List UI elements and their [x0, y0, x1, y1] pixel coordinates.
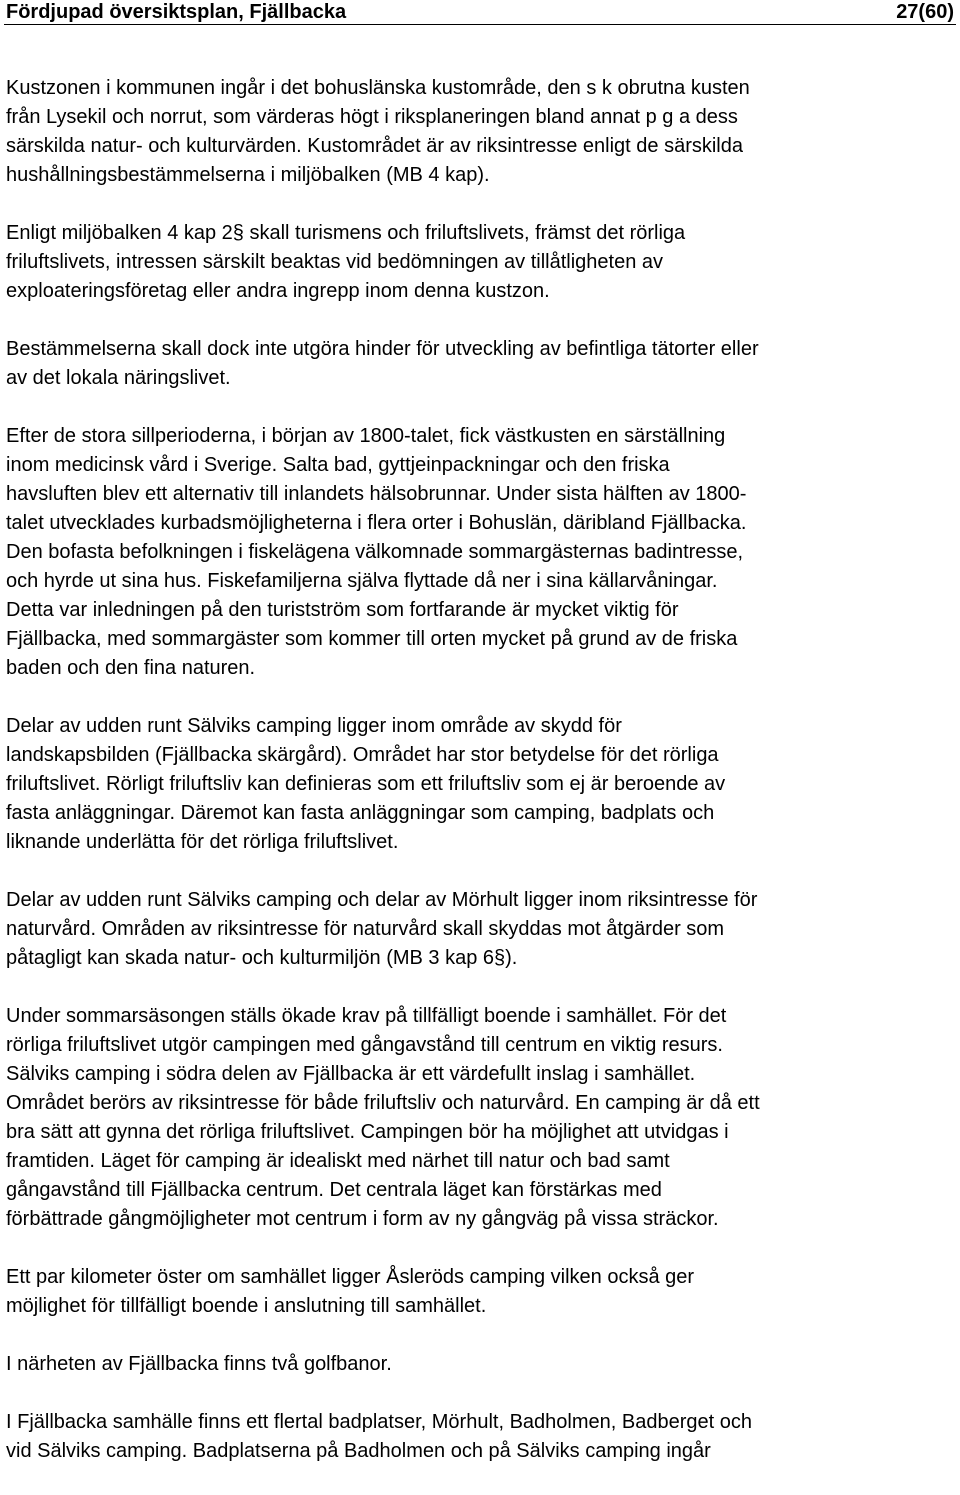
text-line: friluftslivet. Rörligt friluftsliv kan definieras som ett friluftsliv som ej är beroende av: [6, 773, 726, 795]
paragraph-environmental-code: [6, 219, 958, 306]
text-line: havsluften blev ett alternativ till inlandets hälsobrunnar. Under sista hälften av 1800-: [6, 483, 747, 505]
paragraph-coastal-zone: [6, 74, 958, 190]
text-line: möjlighet för tillfälligt boende i anslutning till samhället.: [6, 1295, 487, 1317]
paragraph-landscape-protection: [6, 712, 958, 857]
text-line: talet utvecklades kurbadsmöjligheterna i flera orter i Bohuslän, däribland Fjällbacka.: [6, 512, 747, 534]
paragraph-aslerod-camping: [6, 1263, 958, 1321]
text-line: Efter de stora sillperioderna, i början av 1800-talet, fick västkusten en särställning: [6, 425, 726, 447]
text-line: fasta anläggningar. Däremot kan fasta anläggningar som camping, badplats och: [6, 802, 715, 824]
paragraph-beaches: [6, 1408, 958, 1466]
text-line: exploateringsföretag eller andra ingrepp inom denna kustzon.: [6, 280, 550, 302]
text-line: baden och den fina naturen.: [6, 657, 256, 679]
document-body: [6, 74, 958, 1495]
text-line: Delar av udden runt Sälviks camping och delar av Mörhult ligger inom riksintresse för: [6, 889, 758, 911]
text-line: friluftslivets, intressen särskilt beaktas vid bedömningen av tillåtligheten av: [6, 251, 663, 273]
text-line: bra sätt att gynna det rörliga friluftslivet. Campingen bör ha möjlighet att utvidgas i: [6, 1121, 729, 1143]
text-line: vid Sälviks camping. Badplatserna på Badholmen och på Sälviks camping ingår: [6, 1440, 711, 1462]
text-line: Fjällbacka, med sommargäster som kommer till orten mycket på grund av de friska: [6, 628, 738, 650]
page-number: 27(60): [896, 1, 954, 23]
text-line: landskapsbilden (Fjällbacka skärgård). Området har stor betydelse för det rörliga: [6, 744, 719, 766]
text-line: I Fjällbacka samhälle finns ett flertal badplatser, Mörhult, Badholmen, Badberget och: [6, 1411, 752, 1433]
page-header: [4, 0, 956, 25]
text-line: inom medicinsk vård i Sverige. Salta bad, gyttjeinpackningar och den friska: [6, 454, 670, 476]
text-line: rörliga friluftslivet utgör campingen med gångavstånd till centrum en viktig resurs.: [6, 1034, 723, 1056]
text-line: naturvård. Områden av riksintresse för naturvård skall skyddas mot åtgärder som: [6, 918, 725, 940]
paragraph-summer-season: [6, 1002, 958, 1234]
text-line: gångavstånd till Fjällbacka centrum. Det centrala läget kan förstärkas med: [6, 1179, 662, 1201]
text-line: hushållningsbestämmelserna i miljöbalken (MB 4 kap).: [6, 164, 490, 186]
text-line: och hyrde ut sina hus. Fiskefamiljerna själva flyttade då ner i sina källarvåningar.: [6, 570, 718, 592]
text-line: Delar av udden runt Sälviks camping ligger inom område av skydd för: [6, 715, 622, 737]
text-line: Enligt miljöbalken 4 kap 2§ skall turismens och friluftslivets, främst det rörliga: [6, 222, 686, 244]
text-line: Bestämmelserna skall dock inte utgöra hinder för utveckling av befintliga tätorter eller: [6, 338, 759, 360]
text-line: Området berörs av riksintresse för både friluftsliv och naturvård. En camping är då ett: [6, 1092, 760, 1114]
text-line: I närheten av Fjällbacka finns två golfbanor.: [6, 1353, 392, 1375]
paragraph-nature-conservation: [6, 886, 958, 973]
text-line: liknande underlätta för det rörliga friluftslivet.: [6, 831, 399, 853]
text-line: Ett par kilometer öster om samhället ligger Åsleröds camping vilken också ger: [6, 1266, 695, 1288]
text-line: Den bofasta befolkningen i fiskelägena välkomnade sommargästernas badintresse,: [6, 541, 744, 563]
text-line: särskilda natur- och kulturvärden. Kustområdet är av riksintresse enligt de särskilda: [6, 135, 743, 157]
text-line: av det lokala näringslivet.: [6, 367, 231, 389]
paragraph-history: [6, 422, 958, 683]
text-line: Sälviks camping i södra delen av Fjällbacka är ett värdefullt inslag i samhället.: [6, 1063, 696, 1085]
text-line: påtagligt kan skada natur- och kulturmiljön (MB 3 kap 6§).: [6, 947, 518, 969]
text-line: från Lysekil och norrut, som värderas högt i riksplaneringen bland annat p g a dess: [6, 106, 738, 128]
text-line: Under sommarsäsongen ställs ökade krav på tillfälligt boende i samhället. För det: [6, 1005, 727, 1027]
text-line: förbättrade gångmöjligheter mot centrum i form av ny gångväg på vissa sträckor.: [6, 1208, 719, 1230]
text-line: framtiden. Läget för camping är idealiskt med närhet till natur och bad samt: [6, 1150, 670, 1172]
document-title: Fördjupad översiktsplan, Fjällbacka: [6, 1, 347, 23]
paragraph-golf: [6, 1350, 958, 1379]
text-line: Detta var inledningen på den turistström som fortfarande är mycket viktig för: [6, 599, 679, 621]
text-line: Kustzonen i kommunen ingår i det bohuslänska kustområde, den s k obrutna kusten: [6, 77, 750, 99]
paragraph-provisions: [6, 335, 958, 393]
